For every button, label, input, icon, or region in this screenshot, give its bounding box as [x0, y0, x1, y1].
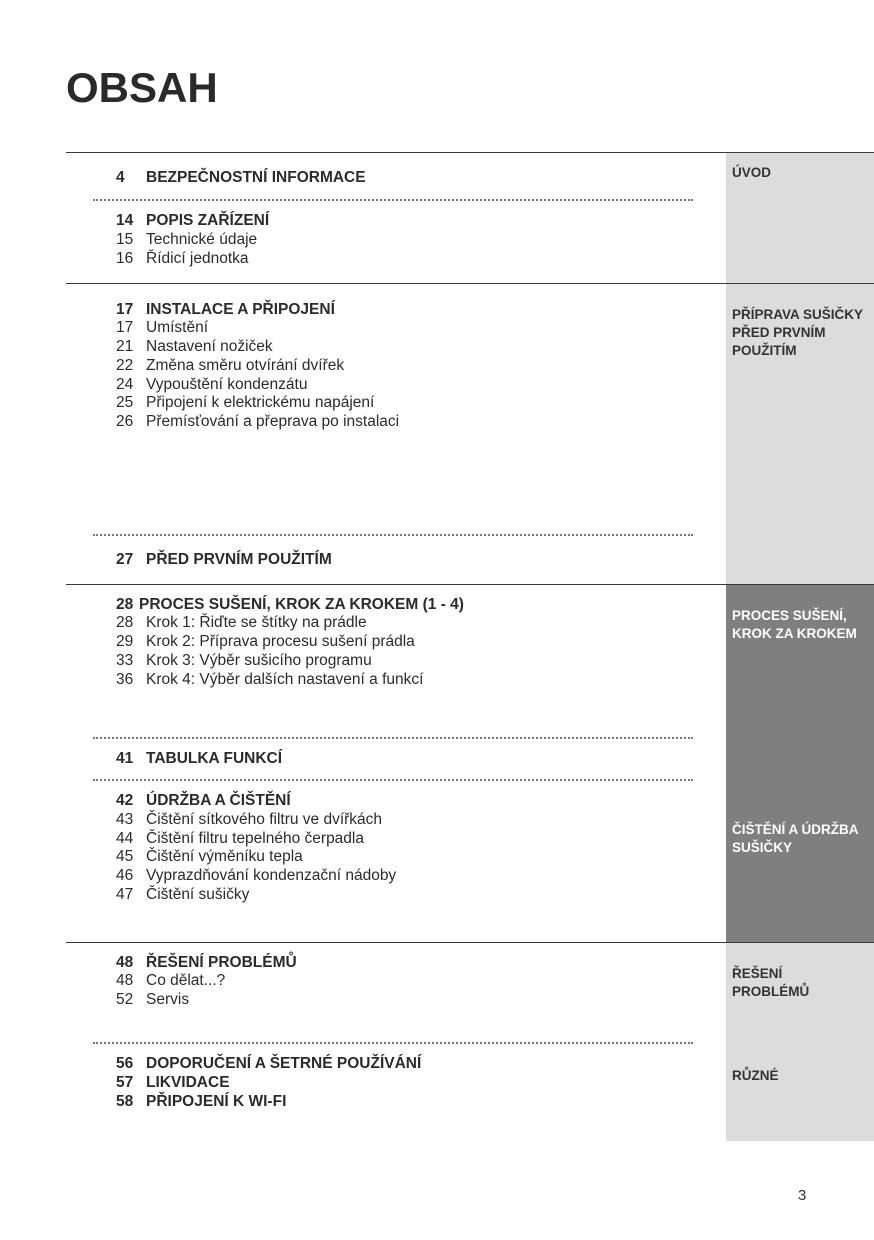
toc-page-number: 58	[116, 1093, 134, 1110]
toc-entry[interactable]	[116, 550, 332, 569]
toc-page-number: 4	[116, 169, 125, 186]
toc-entry[interactable]	[116, 300, 335, 319]
section-divider	[66, 152, 874, 153]
section-label-line: POUŽITÍM	[732, 343, 797, 358]
toc-entry[interactable]	[116, 211, 269, 230]
toc-entry-title: Čištění filtru tepelného čerpadla	[146, 830, 364, 847]
toc-entry[interactable]	[116, 651, 372, 670]
section-label-proces	[732, 607, 857, 643]
toc-entry-title: ÚDRŽBA A ČIŠTĚNÍ	[146, 792, 291, 809]
section-label-cisteni	[732, 821, 859, 857]
toc-entry-title: Čištění sušičky	[146, 886, 250, 903]
toc-entry[interactable]	[116, 1073, 230, 1092]
toc-entry-title: DOPORUČENÍ A ŠETRNÉ POUŽÍVÁNÍ	[146, 1055, 422, 1072]
toc-entry[interactable]	[116, 810, 382, 829]
toc-page-number: 21	[116, 338, 134, 355]
toc-page-number: 57	[116, 1074, 134, 1091]
section-label-line: ŘEŠENÍ	[732, 966, 783, 981]
toc-entry-title: PŘED PRVNÍM POUŽITÍM	[146, 551, 332, 568]
toc-entry[interactable]	[116, 249, 249, 268]
toc-entry-title: Čištění výměníku tepla	[146, 848, 303, 865]
section-label-line: KROK ZA KROKEM	[732, 626, 857, 641]
toc-page-number: 29	[116, 633, 134, 650]
toc-page-number: 27	[116, 551, 134, 568]
dotted-divider	[93, 779, 693, 781]
toc-entry-title: Vypouštění kondenzátu	[146, 376, 308, 393]
toc-entry-title: Vyprazdňování kondenzační nádoby	[146, 867, 397, 884]
section-label-line: SUŠIČKY	[732, 840, 793, 855]
toc-page-number: 28	[116, 614, 134, 631]
toc-page-number: 48	[116, 972, 134, 989]
toc-page-number: 28	[116, 596, 134, 613]
page-title: OBSAH	[66, 64, 218, 111]
toc-page-number: 48	[116, 954, 134, 971]
toc-page-number: 47	[116, 886, 134, 903]
dotted-divider	[93, 534, 693, 536]
toc-entry[interactable]	[116, 953, 297, 972]
toc-page-number: 42	[116, 792, 134, 809]
section-label-reseni	[732, 965, 809, 1001]
toc-entry[interactable]	[116, 1092, 286, 1111]
toc-entry[interactable]	[116, 1054, 421, 1073]
toc-entry[interactable]	[116, 356, 344, 375]
toc-page-number: 15	[116, 231, 134, 248]
toc-entry[interactable]	[116, 866, 396, 885]
toc-entry-title: Připojení k elektrickému napájení	[146, 394, 375, 411]
toc-page-number: 16	[116, 250, 134, 267]
toc-entry[interactable]	[116, 670, 423, 689]
section-label-line: ČIŠTĚNÍ A ÚDRŽBA	[732, 822, 859, 837]
toc-entry[interactable]	[116, 375, 307, 394]
toc-entry-title: Nastavení nožiček	[146, 338, 273, 355]
toc-page-number: 33	[116, 652, 134, 669]
toc-entry[interactable]	[116, 230, 257, 249]
toc-entry-title: Přemísťování a přeprava po instalaci	[146, 413, 400, 430]
section-label-ruzne: RŮZNÉ	[732, 1068, 779, 1083]
toc-entry[interactable]	[116, 318, 208, 337]
toc-page-number: 43	[116, 811, 134, 828]
toc-entry-title: Krok 3: Výběr sušicího programu	[146, 652, 372, 669]
toc-entry-title: Krok 2: Příprava procesu sušení prádla	[146, 633, 415, 650]
toc-page-number: 17	[116, 301, 134, 318]
toc-page-number: 44	[116, 830, 134, 847]
section-divider	[66, 942, 874, 943]
toc-entry[interactable]	[116, 393, 374, 412]
toc-entry-title: ŘEŠENÍ PROBLÉMŮ	[146, 954, 297, 971]
toc-entry-title: Čištění sítkového filtru ve dvířkách	[146, 811, 383, 828]
toc-page-number: 52	[116, 991, 134, 1008]
toc-page-number: 17	[116, 319, 134, 336]
section-divider	[66, 584, 874, 585]
dotted-divider	[93, 737, 693, 739]
page-number: 3	[798, 1187, 807, 1204]
toc-page-number: 45	[116, 848, 134, 865]
toc-entry[interactable]	[116, 613, 367, 632]
toc-entry[interactable]	[116, 971, 225, 990]
section-label-priprava	[732, 306, 863, 360]
toc-entry[interactable]	[116, 632, 415, 651]
section-label-line: PŘÍPRAVA SUŠIČKY	[732, 307, 864, 322]
section-label-line: PROBLÉMŮ	[732, 984, 810, 999]
toc-entry[interactable]	[116, 885, 249, 904]
section-label-uvod: ÚVOD	[732, 165, 772, 180]
toc-page-number: 36	[116, 671, 134, 688]
toc-entry-title: Umístění	[146, 319, 209, 336]
toc-page-number: 26	[116, 413, 134, 430]
toc-entry[interactable]	[116, 337, 273, 356]
toc-entry[interactable]	[116, 791, 291, 810]
toc-entry[interactable]	[116, 595, 464, 614]
toc-page-number: 24	[116, 376, 134, 393]
toc-entry-title: Krok 4: Výběr dalších nastavení a funkcí	[146, 671, 424, 688]
toc-entry-title: Technické údaje	[146, 231, 258, 248]
toc-entry-title: INSTALACE A PŘIPOJENÍ	[146, 301, 335, 318]
toc-entry-title: TABULKA FUNKCÍ	[146, 750, 283, 767]
section-label-line: PŘED PRVNÍM	[732, 325, 826, 340]
toc-entry-title: Servis	[146, 991, 190, 1008]
toc-entry-title: PŘIPOJENÍ K WI-FI	[146, 1093, 287, 1110]
toc-entry-title: LIKVIDACE	[146, 1074, 230, 1091]
toc-entry-title: Co dělat...?	[146, 972, 226, 989]
toc-entry[interactable]	[116, 847, 303, 866]
toc-page-number: 22	[116, 357, 134, 374]
toc-entry-title: POPIS ZAŘÍZENÍ	[146, 212, 270, 229]
toc-entry-title: PROCES SUŠENÍ, KROK ZA KROKEM (1 - 4)	[139, 596, 464, 613]
dotted-divider	[93, 199, 693, 201]
toc-entry[interactable]	[116, 749, 282, 768]
toc-entry[interactable]	[116, 412, 399, 431]
toc-page-number: 14	[116, 212, 134, 229]
toc-page-number: 46	[116, 867, 134, 884]
dotted-divider	[93, 1042, 693, 1044]
section-divider	[66, 283, 874, 284]
toc-entry-title: BEZPEČNOSTNÍ INFORMACE	[146, 169, 366, 186]
toc-entry[interactable]	[116, 829, 364, 848]
toc-entry-title: Změna směru otvírání dvířek	[146, 357, 345, 374]
toc-page-number: 25	[116, 394, 134, 411]
toc-entry-title: Řídicí jednotka	[146, 250, 249, 267]
toc-page-number: 41	[116, 750, 134, 767]
toc-page-number: 56	[116, 1055, 134, 1072]
toc-entry-title: Krok 1: Řiďte se štítky na prádle	[146, 614, 367, 631]
section-label-line: PROCES SUŠENÍ,	[732, 608, 847, 623]
toc-entry[interactable]	[116, 168, 366, 187]
toc-entry[interactable]	[116, 990, 189, 1009]
